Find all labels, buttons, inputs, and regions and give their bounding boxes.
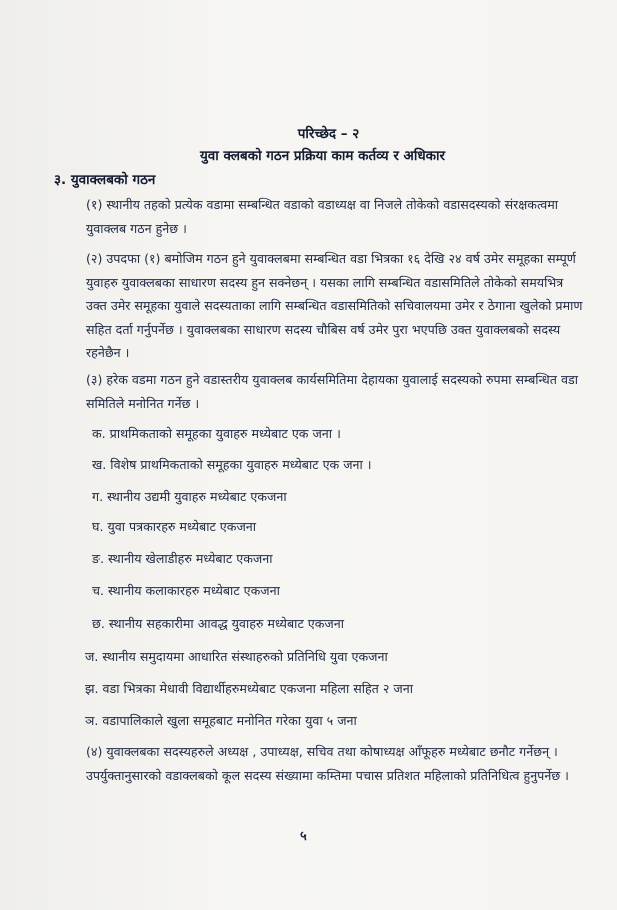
paragraph-4: (४) युवाक्लबका सदस्यहरुले अध्यक्ष , उपाध्यक्ष, सचिव तथा कोषाध्यक्ष आँफूहरु मध्येबाट छनौट गर्नेछन् । उपर्युक्तानुसारको वडाक्लबको कूल सदस्य संख्यामा कम्तिमा पचास प्रतिशत महिलाको प्रतिनिधित्व हुनुपर्नेछ ।: [86, 744, 569, 783]
page-number: ५: [300, 829, 307, 844]
paragraph-3: (३) हरेक वडमा गठन हुने वडास्तरीय युवाक्लब कार्यसमितिमा देहायका युवालाई सदस्यको रुपमा सम्बन्धित वडा समितिले मनोनित गर्नेछ ।: [86, 372, 578, 411]
chapter-number: परिच्छेद – २: [297, 126, 360, 142]
list-item-chha: छ. स्थानीय सहकारीमा आवद्ध युवाहरु मध्येबाट एकजना: [92, 616, 345, 631]
section-heading: ३. युवाक्लबको गठन: [54, 172, 156, 188]
list-item-jha: झ. वडा भित्रका मेधावी विद्यार्थीहरुमध्येबाट एकजना महिला सहित २ जना: [85, 681, 414, 696]
list-item-gha: घ. युवा पत्रकारहरु मध्येबाट एकजना: [92, 519, 257, 534]
list-item-cha: च. स्थानीय कलाकारहरु मध्येबाट एकजना: [92, 583, 280, 598]
list-item-nga: ङ. स्थानीय खेलाडीहरु मध्येबाट एकजना: [92, 551, 273, 566]
paragraph-1: (१) स्थानीय तहको प्रत्येक वडामा सम्बन्धित वडाको वडाध्यक्ष वा निजले तोकेको वडासदस्यको संरक्षकत्वमा युवाक्लब गठन हुनेछ ।: [86, 197, 559, 236]
list-item-kha: ख. विशेष प्राथमिकताको समूहका युवाहरु मध्येबाट एक जना ।: [92, 457, 372, 472]
paragraph-2: (२) उपदफा (१) बमोजिम गठन हुने युवाक्लबमा सम्बन्धित वडा भित्रका १६ देखि २४ वर्ष उमेर समूहका सम्पूर्ण युवाहरु युवाक्लबका साधारण सदस्य हुन सक्नेछन् । यसका लागि सम्बन्धित वडासमितिले तोकेको समयभित्र उक्त उमेर समूहका युवाले सदस्यताका लागि सम्बन्धित वडासमितिको सचिवालयमा उमेर र ठेगाना खुलेको प्रमाण सहित दर्ता गर्नुपर्नेछ । युवाक्लबका साधारण सदस्य चौबिस वर्ष उमेर पुरा भएपछि उक्त युवाक्लबको सदस्य रहनेछैन ।: [86, 251, 583, 360]
list-item-nya: ञ. वडापालिकाले खुला समूहबाट मनोनित गरेका युवा ५ जना: [85, 713, 357, 728]
chapter-title: युवा क्लबको गठन प्रक्रिया काम कर्तव्य र अधिकार: [199, 148, 446, 164]
list-item-ja: ज. स्थानीय समुदायमा आधारित संस्थाहरुको प्रतिनिधि युवा एकजना: [85, 649, 388, 664]
list-item-ga: ग. स्थानीय उद्यमी युवाहरु मध्येबाट एकजना: [92, 489, 287, 504]
list-item-ka: क. प्राथमिकताको समूहका युवाहरु मध्येबाट एक जना ।: [92, 426, 341, 441]
